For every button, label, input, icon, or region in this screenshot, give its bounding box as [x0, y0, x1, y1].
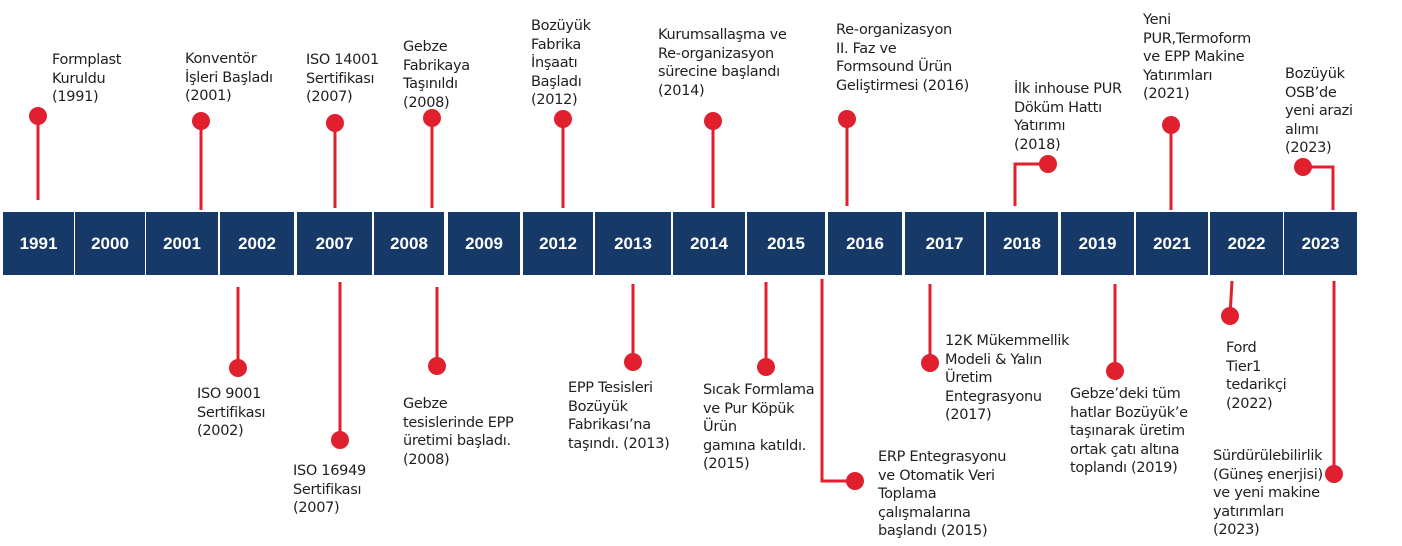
event-marker-dot: [921, 354, 939, 372]
event-label: [1014, 80, 1122, 154]
event-label: [1213, 447, 1323, 540]
event-label-line: Üretim: [945, 370, 993, 386]
event-label-line: ve Otomatik Veri: [878, 467, 995, 484]
event-label: [1285, 65, 1353, 158]
event-label-line: (2015): [703, 456, 750, 472]
event-label-line: ERP Entegrasyonu: [878, 449, 1007, 465]
event-label: [945, 332, 1069, 425]
event-label-line: İnşaatı: [531, 55, 578, 71]
event-label-line: çalışmalarına: [878, 504, 971, 521]
event-label: [703, 381, 814, 474]
event-label-line: Kuruldu: [52, 70, 106, 87]
event-label-line: (2001): [185, 88, 232, 104]
event-marker-dot: [1039, 155, 1057, 173]
event-label-line: Sertifikası: [293, 481, 362, 498]
event-label-line: Bozüyük: [531, 18, 591, 34]
event-label-line: (2008): [403, 451, 450, 468]
event-label-line: Gebze: [403, 39, 448, 55]
event-label-line: tesislerinde EPP: [403, 414, 514, 431]
event-label-line: Sıcak Formlama: [703, 382, 815, 398]
event-label-line: gamına katıldı.: [703, 437, 807, 454]
event-label: [293, 462, 366, 518]
event-label-line: (2023): [1213, 522, 1260, 538]
event-marker-dot: [846, 472, 864, 490]
event-label-line: Sertifikası: [197, 404, 266, 421]
event-label-line: Döküm Hattı: [1014, 99, 1102, 116]
event-label-line: (2008): [403, 94, 450, 111]
event-label: [403, 395, 513, 469]
event-label: [403, 38, 470, 112]
event-label-line: (1991): [52, 89, 99, 105]
event-label-line: (2014): [658, 82, 705, 99]
event-label-line: Bozüyük: [1285, 66, 1345, 82]
event-label-line: Fabrikası’na: [568, 417, 651, 433]
year-box-2019: 2019: [1061, 212, 1134, 275]
event-label: [197, 385, 265, 441]
event-label-line: Toplama: [878, 486, 937, 502]
event-label-line: PUR,Termoform: [1143, 30, 1251, 47]
event-label: [658, 26, 787, 100]
event-label-line: İşleri Başladı: [185, 69, 273, 86]
year-box-2000: 2000: [75, 212, 145, 275]
event-label: [185, 50, 273, 106]
connector-line: [822, 279, 855, 481]
event-label-line: OSB’de: [1285, 84, 1337, 101]
event-marker-dot: [1294, 158, 1312, 176]
event-label-line: (2017): [945, 407, 992, 423]
event-marker-dot: [229, 359, 247, 377]
event-label-line: taşınarak üretim: [1070, 423, 1185, 439]
event-label-line: Yeni: [1143, 12, 1171, 28]
event-label-line: ve EPP Makine: [1143, 49, 1245, 65]
event-label-line: Başladı: [531, 73, 582, 90]
event-label-line: (2023): [1285, 140, 1332, 156]
event-label-line: tedarikçi: [1226, 377, 1287, 393]
year-box-2018: 2018: [986, 212, 1058, 275]
event-marker-dot: [326, 114, 344, 132]
event-label-line: II. Faz ve: [836, 40, 897, 57]
event-marker-dot: [1325, 465, 1343, 483]
event-label-line: Modeli & Yalın: [945, 351, 1042, 368]
event-label-line: Re-organizasyon: [836, 22, 952, 38]
year-box-2013: 2013: [595, 212, 671, 275]
event-label-line: (2012): [531, 92, 578, 108]
event-label-line: sürecine başlandı: [658, 64, 780, 80]
event-label-line: Kurumsallaşma ve: [658, 27, 787, 43]
event-label-line: Yatırımı: [1014, 118, 1066, 134]
event-label-line: (2002): [197, 423, 244, 439]
event-marker-dot: [757, 358, 775, 376]
event-label-line: başlandı (2015): [878, 523, 988, 539]
event-label-line: Sürdürülebilirlik: [1213, 448, 1323, 464]
event-label-line: Yatırımları: [1143, 67, 1213, 84]
event-marker-dot: [1162, 116, 1180, 134]
event-label-line: Geliştirmesi (2016): [836, 77, 969, 94]
event-label-line: (2022): [1226, 395, 1273, 412]
event-label: [1143, 11, 1251, 104]
event-label-line: (2007): [306, 89, 353, 105]
event-label-line: Bozüyük: [568, 398, 628, 415]
event-label-line: Gebze: [403, 396, 448, 412]
event-label: [531, 17, 591, 110]
year-box-1991: 1991: [3, 212, 74, 275]
event-label-line: (2021): [1143, 86, 1190, 102]
year-box-2014: 2014: [673, 212, 745, 275]
event-marker-dot: [838, 110, 856, 128]
event-label-line: 12K Mükemmellik: [945, 333, 1070, 349]
year-box-2008: 2008: [374, 212, 444, 275]
event-label-line: Formsound Ürün: [836, 59, 952, 75]
event-label-line: (2007): [293, 500, 340, 516]
event-label-line: yatırımları: [1213, 503, 1284, 520]
year-box-2017: 2017: [905, 212, 984, 275]
event-label-line: EPP Tesisleri: [568, 380, 653, 396]
event-label-line: Ford: [1226, 340, 1257, 356]
event-label: [52, 51, 121, 107]
event-label-line: toplandı (2019): [1070, 460, 1178, 476]
year-box-2007: 2007: [297, 212, 372, 275]
event-label-line: Fabrikaya: [403, 57, 470, 74]
event-label-line: Fabrika: [531, 36, 582, 53]
event-label-line: Tier1: [1226, 358, 1262, 375]
year-box-2016: 2016: [828, 212, 902, 275]
event-label-line: İlk inhouse PUR: [1014, 81, 1122, 97]
event-marker-dot: [1106, 362, 1124, 380]
event-label-line: Formplast: [52, 52, 122, 68]
event-label-line: ve yeni makine: [1213, 485, 1320, 501]
event-label: [306, 51, 379, 107]
event-marker-dot: [192, 112, 210, 130]
event-label-line: ortak çatı altına: [1070, 441, 1180, 458]
event-label-line: ISO 14001: [306, 52, 379, 68]
event-label-line: alımı: [1285, 121, 1319, 138]
event-label: [1226, 339, 1286, 413]
event-label: [568, 379, 670, 453]
event-label: [878, 448, 1006, 541]
year-box-2009: 2009: [448, 212, 520, 275]
year-box-2022: 2022: [1210, 212, 1283, 275]
event-label-line: Entegrasyonu: [945, 388, 1042, 405]
event-label-line: (2018): [1014, 136, 1061, 153]
event-label-line: Sertifikası: [306, 70, 375, 87]
event-marker-dot: [331, 431, 349, 449]
year-box-2015: 2015: [747, 212, 825, 275]
event-label-line: Re-organizasyon: [658, 45, 774, 62]
event-label-line: ISO 16949: [293, 463, 366, 479]
event-label-line: yeni arazi: [1285, 103, 1353, 119]
event-label-line: ISO 9001: [197, 386, 262, 402]
year-box-2021: 2021: [1136, 212, 1208, 275]
event-marker-dot: [1221, 307, 1239, 325]
event-label-line: Ürün: [703, 419, 737, 435]
event-marker-dot: [29, 107, 47, 125]
event-label-line: (Güneş enerjisi): [1213, 466, 1323, 483]
event-marker-dot: [554, 110, 572, 128]
event-label-line: Gebze’deki tüm: [1070, 386, 1181, 402]
year-box-2023: 2023: [1284, 212, 1357, 275]
event-label-line: Taşınıldı: [403, 76, 458, 92]
year-box-2012: 2012: [523, 212, 593, 275]
event-label-line: üretimi başladı.: [403, 433, 511, 449]
event-marker-dot: [704, 112, 722, 130]
event-label-line: hatlar Bozüyük’e: [1070, 404, 1188, 421]
event-marker-dot: [624, 353, 642, 371]
event-label-line: Konventör: [185, 51, 257, 67]
year-box-2001: 2001: [146, 212, 218, 275]
event-label: [836, 21, 969, 95]
event-label-line: taşındı. (2013): [568, 435, 670, 452]
event-label-line: ve Pur Köpük: [703, 400, 795, 417]
event-label: [1070, 385, 1188, 478]
year-box-2002: 2002: [220, 212, 294, 275]
event-marker-dot: [428, 357, 446, 375]
